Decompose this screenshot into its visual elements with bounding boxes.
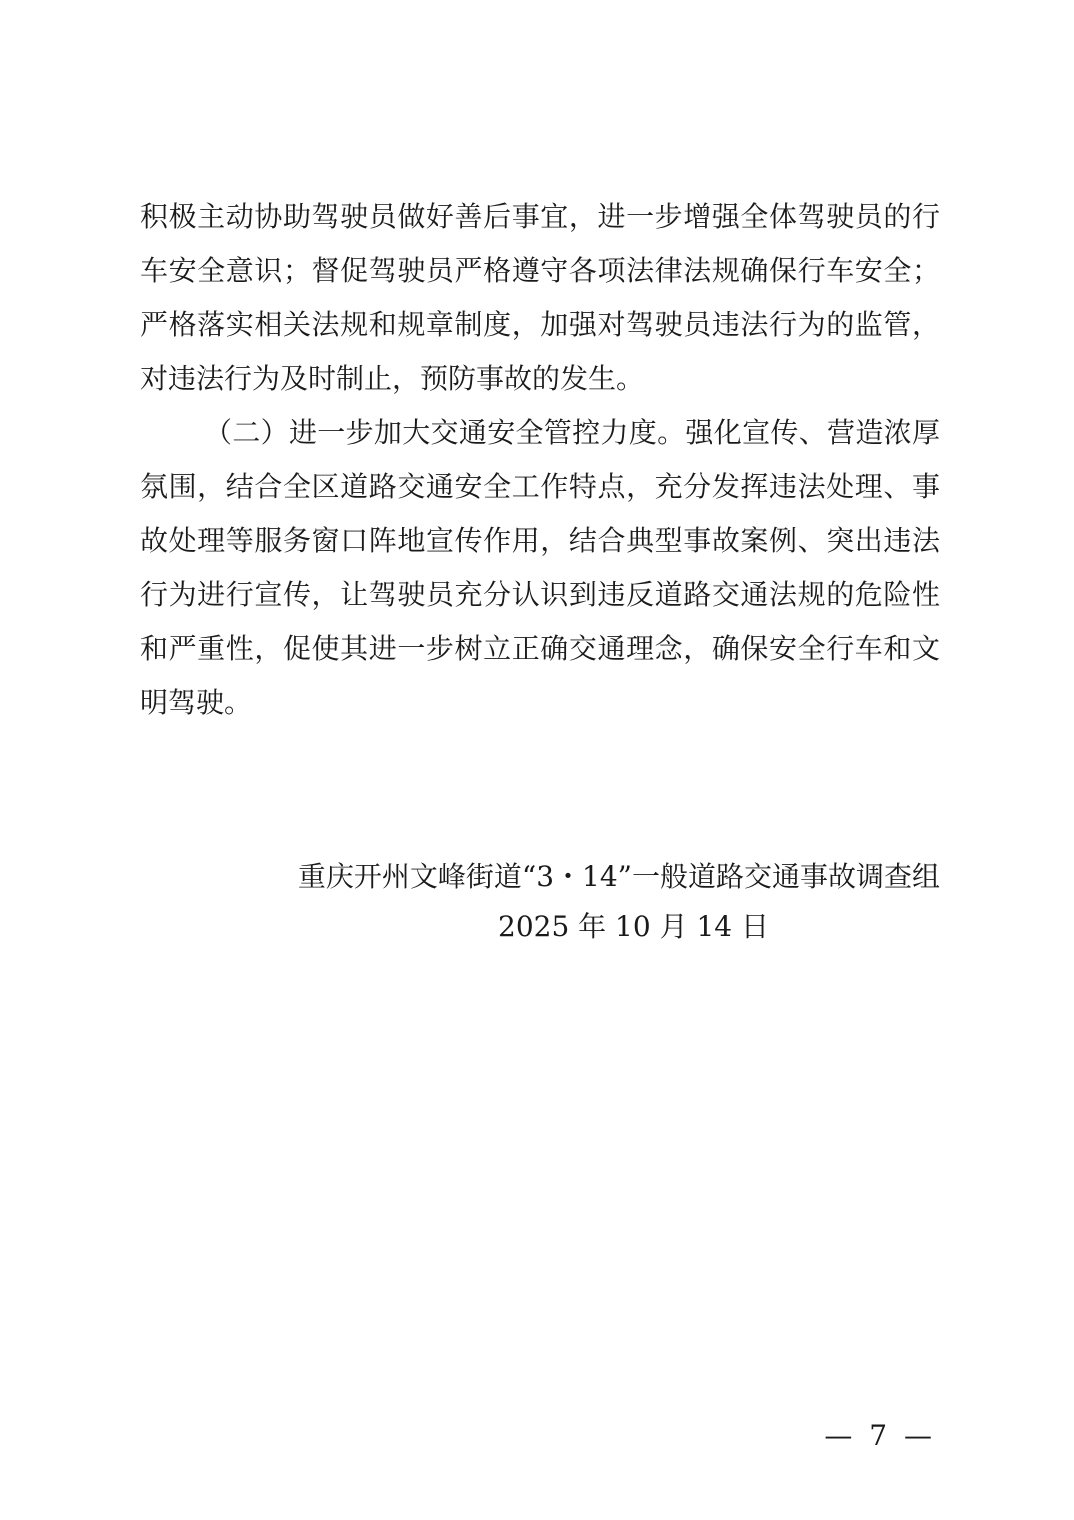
paragraph-line: （二）进一步加大交通安全管控力度。强化宣传、营造浓厚	[204, 416, 940, 449]
paragraph-line: 严格落实相关法规和规章制度，加强对驾驶员违法行为的监管，	[140, 308, 940, 341]
paragraph-line: 明驾驶。	[140, 686, 253, 719]
paragraph-line: 行为进行宣传，让驾驶员充分认识到违反道路交通法规的危险性	[140, 578, 940, 611]
page-number: — 7 —	[824, 1419, 936, 1452]
paragraph-line: 对违法行为及时制止，预防事故的发生。	[140, 362, 645, 395]
paragraph-line: 故处理等服务窗口阵地宣传作用，结合典型事故案例、突出违法	[140, 524, 940, 557]
signature-date: 2025 年 10 月 14 日	[498, 910, 770, 943]
paragraph-line: 积极主动协助驾驶员做好善后事宜，进一步增强全体驾驶员的行	[140, 200, 940, 233]
signature-organization: 重庆开州文峰街道“3・14”一般道路交通事故调查组	[297, 860, 940, 893]
paragraph-line: 氛围，结合全区道路交通安全工作特点，充分发挥违法处理、事	[140, 470, 940, 503]
paragraph-line: 和严重性，促使其进一步树立正确交通理念，确保安全行车和文	[140, 632, 940, 665]
paragraph-line: 车安全意识；督促驾驶员严格遵守各项法律法规确保行车安全；	[140, 254, 940, 287]
